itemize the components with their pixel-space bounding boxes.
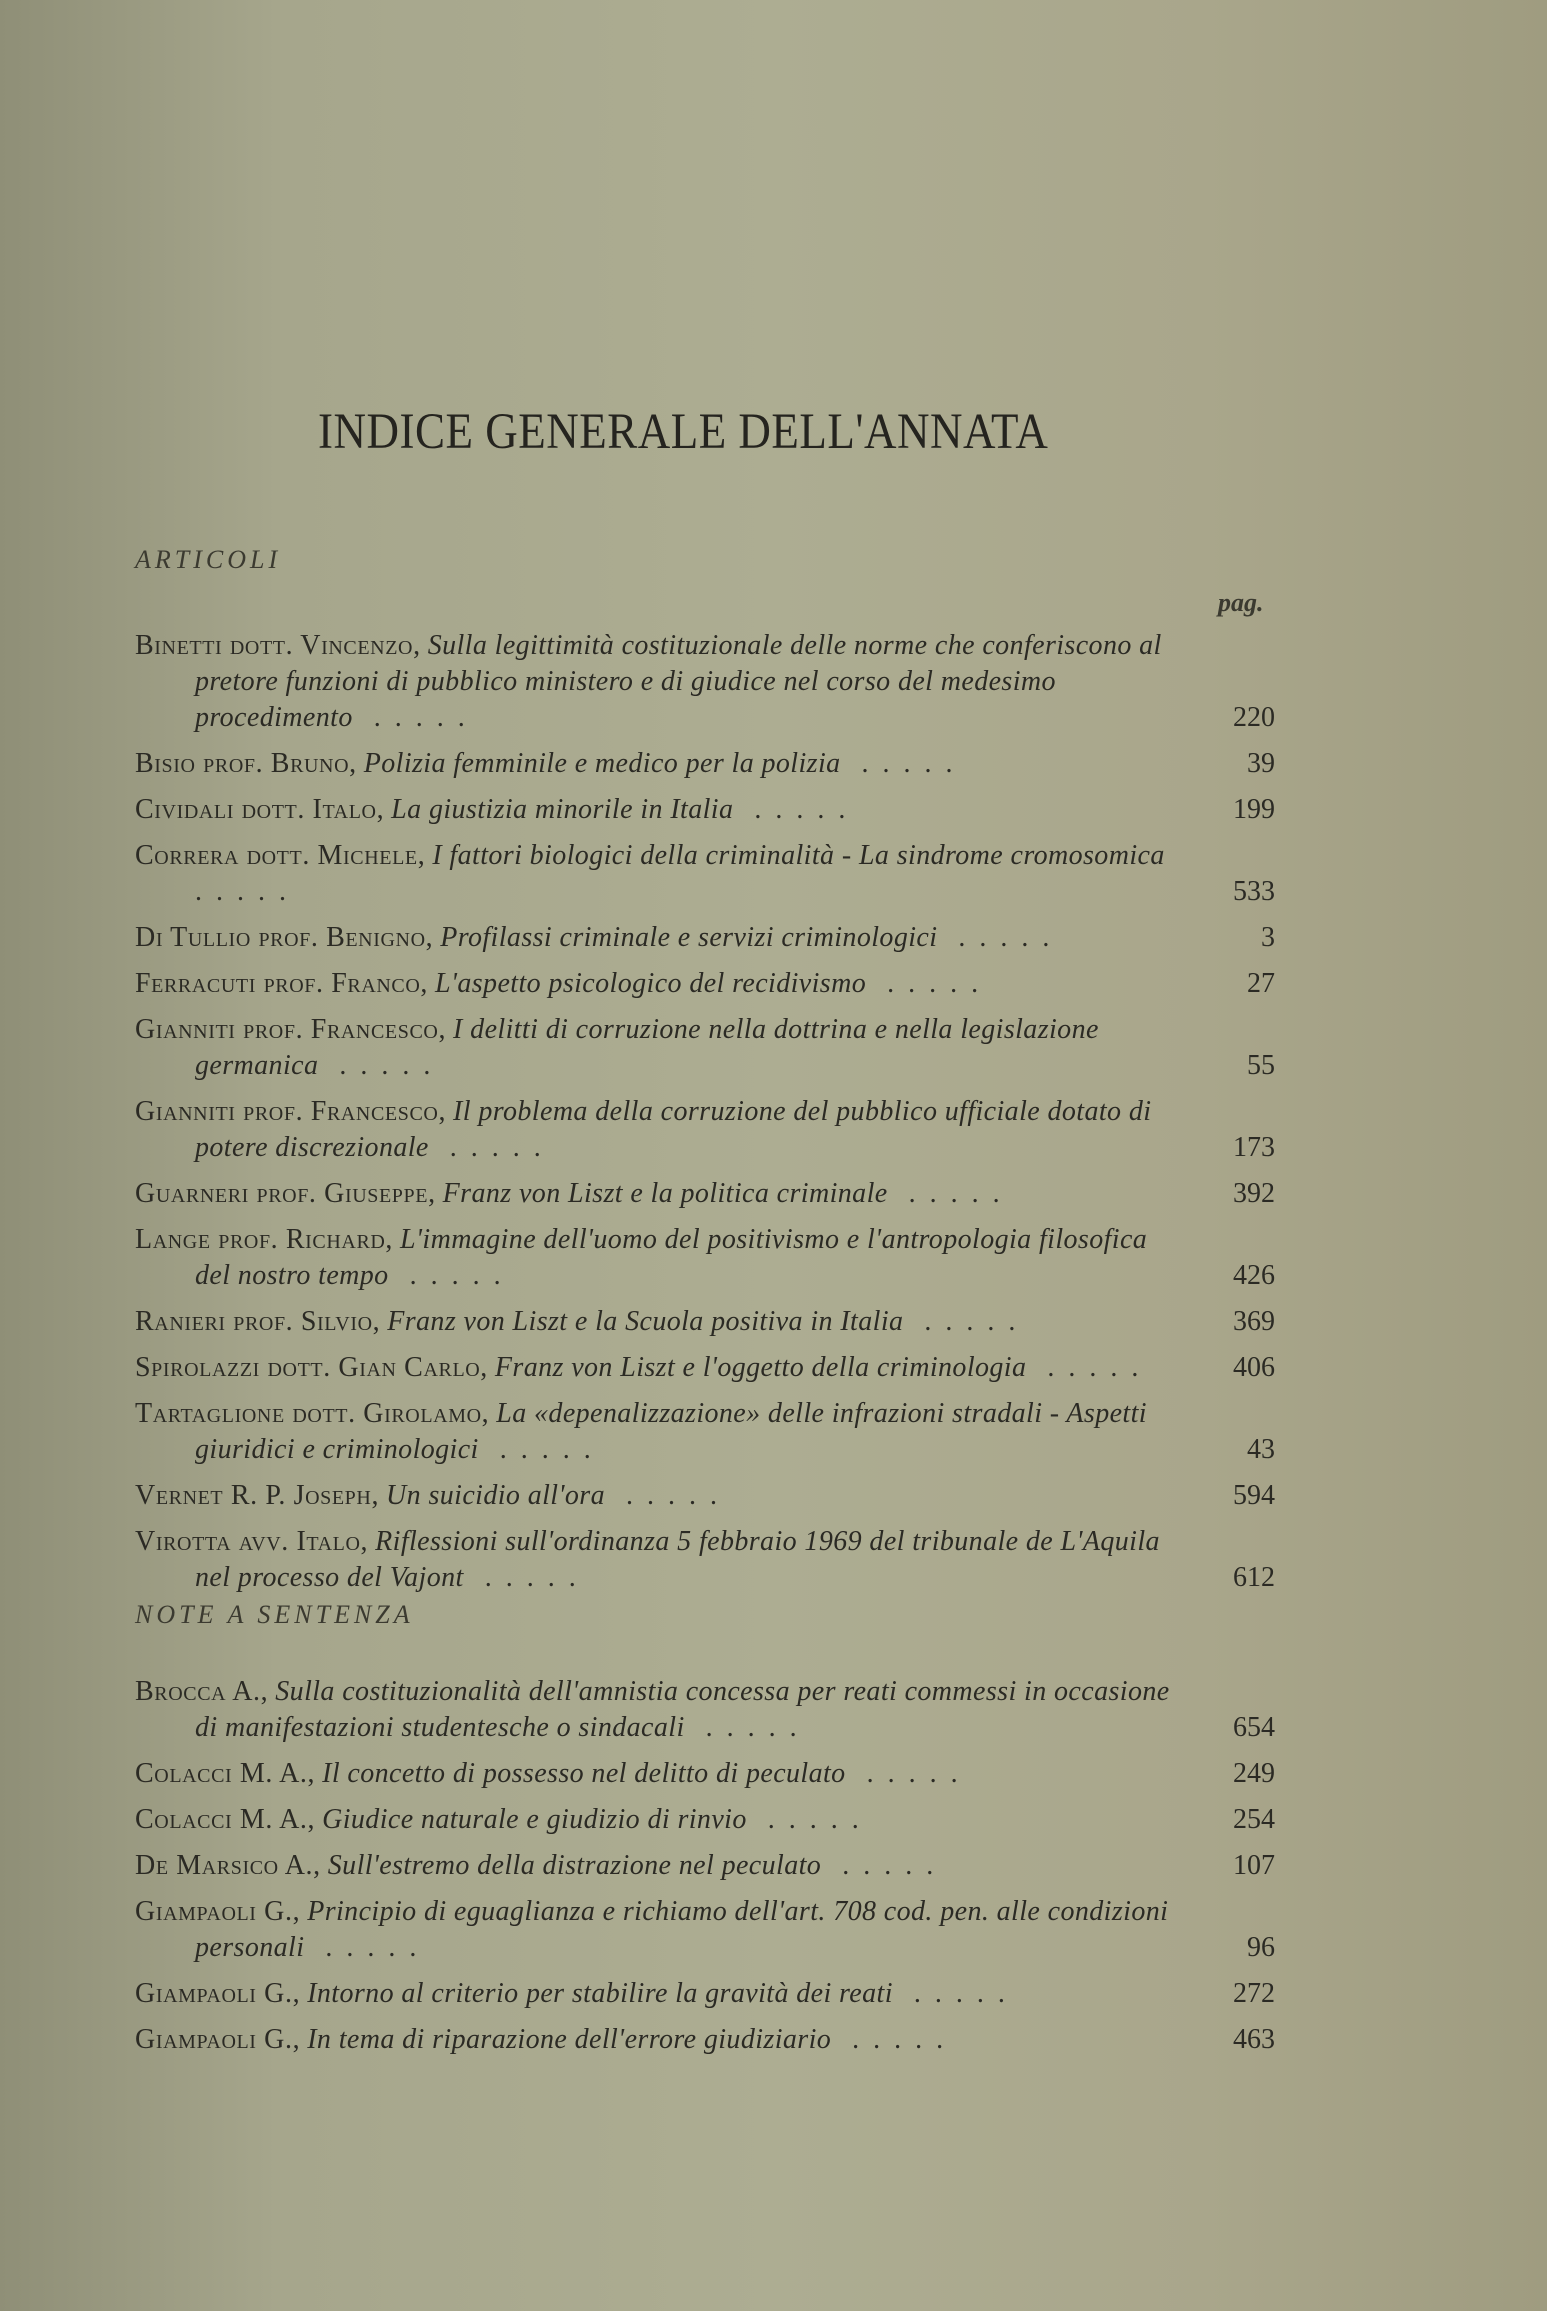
dot-leader: ..... xyxy=(195,876,300,907)
index-entry xyxy=(135,1674,1275,1746)
entry-author: Colacci M. A., xyxy=(135,1804,316,1835)
dot-leader: ..... xyxy=(733,794,860,825)
index-entry xyxy=(135,1222,1275,1294)
dot-leader: ..... xyxy=(746,1804,873,1835)
entry-title: In tema di riparazione dell'errore giudiziario xyxy=(307,2024,832,2055)
entry-title: Sulla costituzionalità dell'amnistia concessa per reati commessi in occasione di manifestazioni studentesche o sindacali xyxy=(195,1676,1170,1743)
entry-title: Profilassi criminale e servizi criminologici xyxy=(440,922,938,953)
entry-title: Franz von Liszt e l'oggetto della criminologia xyxy=(494,1352,1027,1383)
entry-page-number: 594 xyxy=(1233,1480,1275,1511)
entry-text xyxy=(135,1976,1275,2012)
dot-leader: ..... xyxy=(831,2024,958,2055)
entry-text xyxy=(135,1848,1275,1884)
entry-author: Gianniti prof. Francesco, xyxy=(135,1096,447,1127)
entry-text xyxy=(135,1222,1275,1294)
entry-author: Binetti dott. Vincenzo, xyxy=(135,630,421,661)
entry-author: Di Tullio prof. Benigno, xyxy=(135,922,434,953)
entry-text xyxy=(135,628,1275,736)
index-entry xyxy=(135,1304,1275,1340)
entry-page-number: 39 xyxy=(1247,748,1275,779)
index-entry xyxy=(135,1350,1275,1386)
entry-page-number: 272 xyxy=(1233,1978,1275,2009)
dot-leader: ..... xyxy=(840,748,967,779)
entry-text xyxy=(135,1756,1275,1792)
index-entry xyxy=(135,1802,1275,1838)
entry-page-number: 199 xyxy=(1233,794,1275,825)
dot-leader: ..... xyxy=(478,1434,605,1465)
entry-page-number: 96 xyxy=(1247,1932,1275,1963)
dot-leader: ..... xyxy=(304,1932,431,1963)
dot-leader: ..... xyxy=(352,702,479,733)
dot-leader: ..... xyxy=(388,1260,515,1291)
page-column-label: pag. xyxy=(1218,588,1264,617)
entry-page-number: 426 xyxy=(1233,1260,1275,1291)
entry-title: Il problema della corruzione del pubblico ufficiale dotato di potere discrezionale xyxy=(195,1096,1152,1163)
entry-text xyxy=(135,1478,1275,1514)
entry-page-number: 43 xyxy=(1247,1434,1275,1465)
entry-author: Guarneri prof. Giuseppe, xyxy=(135,1178,436,1209)
dot-leader: ..... xyxy=(903,1306,1030,1337)
entry-page-number: 249 xyxy=(1233,1758,1275,1789)
index-entry xyxy=(135,1976,1275,2012)
index-entry xyxy=(135,792,1275,828)
index-entry xyxy=(135,746,1275,782)
entry-text xyxy=(135,1350,1275,1386)
entry-text xyxy=(135,2022,1275,2058)
articoli-list xyxy=(135,628,1275,1606)
dot-leader: ..... xyxy=(821,1850,948,1881)
entry-author: Giampaoli G., xyxy=(135,2024,301,2055)
index-entry xyxy=(135,1756,1275,1792)
entry-text xyxy=(135,792,1275,828)
index-entry xyxy=(135,920,1275,956)
entry-page-number: 220 xyxy=(1233,702,1275,733)
entry-author: Giampaoli G., xyxy=(135,1978,301,2009)
section-heading-articoli: ARTICOLI xyxy=(135,545,282,574)
dot-leader: ..... xyxy=(937,922,1064,953)
entry-text xyxy=(135,1524,1275,1596)
dot-leader: ..... xyxy=(428,1132,555,1163)
entry-title: Sull'estremo della distrazione nel peculato xyxy=(327,1850,822,1881)
entry-author: Virotta avv. Italo, xyxy=(135,1526,369,1557)
entry-page-number: 533 xyxy=(1233,876,1275,907)
entry-text xyxy=(135,746,1275,782)
index-entry xyxy=(135,628,1275,736)
entry-title: Franz von Liszt e la Scuola positiva in Italia xyxy=(387,1306,904,1337)
entry-title: L'immagine dell'uomo del positivismo e l'antropologia filosofica del nostro tempo xyxy=(195,1224,1148,1291)
entry-text xyxy=(135,1674,1275,1746)
note-a-sentenza-list xyxy=(135,1674,1275,2068)
entry-title: I delitti di corruzione nella dottrina e nella legislazione germanica xyxy=(195,1014,1099,1081)
entry-author: Colacci M. A., xyxy=(135,1758,316,1789)
entry-page-number: 463 xyxy=(1233,2024,1275,2055)
entry-page-number: 392 xyxy=(1233,1178,1275,1209)
entry-page-number: 254 xyxy=(1233,1804,1275,1835)
entry-author: Correra dott. Michele, xyxy=(135,840,426,871)
entry-title: La «depenalizzazione» delle infrazioni stradali - Aspetti giuridici e criminologici xyxy=(195,1398,1147,1465)
entry-text xyxy=(135,1176,1275,1212)
entry-page-number: 654 xyxy=(1233,1712,1275,1743)
entry-text xyxy=(135,1094,1275,1166)
dot-leader: ..... xyxy=(684,1712,811,1743)
index-entry xyxy=(135,1848,1275,1884)
entry-title: Franz von Liszt e la politica criminale xyxy=(442,1178,888,1209)
index-entry xyxy=(135,1396,1275,1468)
dot-leader: ..... xyxy=(1026,1352,1153,1383)
entry-author: Bisio prof. Bruno, xyxy=(135,748,357,779)
entry-page-number: 612 xyxy=(1233,1562,1275,1593)
index-entry xyxy=(135,1478,1275,1514)
index-entry xyxy=(135,966,1275,1002)
entry-title: L'aspetto psicologico del recidivismo xyxy=(434,968,867,999)
entry-page-number: 3 xyxy=(1261,922,1275,953)
entry-text xyxy=(135,1802,1275,1838)
index-entry xyxy=(135,1094,1275,1166)
entry-author: Vernet R. P. Joseph, xyxy=(135,1480,380,1511)
entry-text xyxy=(135,1396,1275,1468)
dot-leader: ..... xyxy=(892,1978,1019,2009)
index-entry xyxy=(135,1012,1275,1084)
entry-title: La giustizia minorile in Italia xyxy=(391,794,734,825)
index-entry xyxy=(135,2022,1275,2058)
entry-author: Tartaglione dott. Girolamo, xyxy=(135,1398,490,1429)
entry-author: Ferracuti prof. Franco, xyxy=(135,968,428,999)
entry-title: Giudice naturale e giudizio di rinvio xyxy=(322,1804,747,1835)
section-heading-note-a-sentenza: NOTE A SENTENZA xyxy=(135,1600,414,1629)
dot-leader: ..... xyxy=(604,1480,731,1511)
index-entry xyxy=(135,1894,1275,1966)
entry-text xyxy=(135,1894,1275,1966)
entry-title: Un suicidio all'ora xyxy=(386,1480,605,1511)
dot-leader: ..... xyxy=(887,1178,1014,1209)
entry-title: I fattori biologici della criminalità - La sindrome cromosomica xyxy=(432,840,1165,871)
entry-author: Brocca A., xyxy=(135,1676,269,1707)
entry-text xyxy=(135,1304,1275,1340)
entry-author: Spirolazzi dott. Gian Carlo, xyxy=(135,1352,488,1383)
entry-page-number: 369 xyxy=(1233,1306,1275,1337)
entry-page-number: 173 xyxy=(1233,1132,1275,1163)
entry-title: Intorno al criterio per stabilire la gravità dei reati xyxy=(307,1978,893,2009)
entry-author: Gianniti prof. Francesco, xyxy=(135,1014,447,1045)
entry-title: Principio di eguaglianza e richiamo dell'art. 708 cod. pen. alle condizioni personali xyxy=(195,1896,1169,1963)
entry-title: Il concetto di possesso nel delitto di peculato xyxy=(322,1758,846,1789)
entry-text xyxy=(135,920,1275,956)
index-entry xyxy=(135,1176,1275,1212)
index-entry xyxy=(135,1524,1275,1596)
entry-title: Sulla legittimità costituzionale delle norme che conferiscono al pretore funzioni di pubblico ministero e di giudice nel corso del medesimo procedimento xyxy=(195,630,1162,733)
dot-leader: ..... xyxy=(463,1562,590,1593)
entry-author: Cividali dott. Italo, xyxy=(135,794,385,825)
entry-page-number: 406 xyxy=(1233,1352,1275,1383)
entry-author: Lange prof. Richard, xyxy=(135,1224,394,1255)
dot-leader: ..... xyxy=(866,968,993,999)
dot-leader: ..... xyxy=(845,1758,972,1789)
entry-text xyxy=(135,1012,1275,1084)
page-title: INDICE GENERALE DELL'ANNATA xyxy=(318,403,1049,460)
entry-text xyxy=(135,966,1275,1002)
entry-text xyxy=(135,838,1275,910)
dot-leader: ..... xyxy=(318,1050,445,1081)
entry-page-number: 107 xyxy=(1233,1850,1275,1881)
entry-page-number: 27 xyxy=(1247,968,1275,999)
entry-title: Riflessioni sull'ordinanza 5 febbraio 1969 del tribunale de L'Aquila nel processo del Vajont xyxy=(195,1526,1160,1593)
entry-title: Polizia femminile e medico per la polizia xyxy=(363,748,841,779)
index-entry xyxy=(135,838,1275,910)
entry-author: Ranieri prof. Silvio, xyxy=(135,1306,381,1337)
entry-page-number: 55 xyxy=(1247,1050,1275,1081)
entry-author: Giampaoli G., xyxy=(135,1896,301,1927)
entry-author: De Marsico A., xyxy=(135,1850,321,1881)
